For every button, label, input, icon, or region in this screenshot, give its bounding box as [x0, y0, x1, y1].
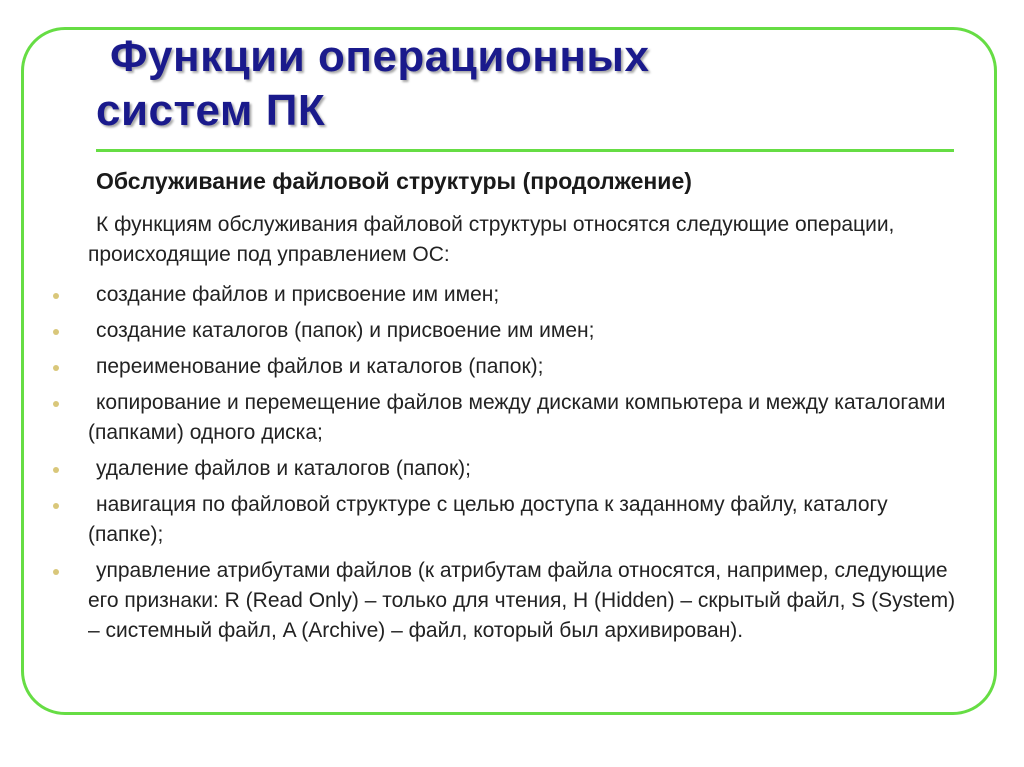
list-item — [0, 316, 968, 346]
list-item — [0, 556, 968, 646]
title-divider — [96, 149, 954, 152]
intro-paragraph — [88, 210, 968, 270]
bullet-icon — [53, 293, 59, 299]
bullet-icon — [53, 503, 59, 509]
slide-subtitle: Обслуживание файловой структуры (продолжение) — [96, 168, 692, 194]
slide-title — [96, 30, 649, 138]
bullet-icon — [53, 401, 59, 407]
intro-text: К функциям обслуживания файловой структуры относятся следующие операции, происходящие под управлением ОС: — [88, 213, 895, 266]
bullet-icon — [53, 569, 59, 575]
bullet-list — [0, 280, 1024, 652]
list-item — [0, 388, 968, 448]
list-item — [0, 352, 968, 382]
list-item — [0, 490, 968, 550]
list-item-text: удаление файлов и каталогов (папок); — [96, 457, 471, 480]
list-item-text: копирование и перемещение файлов между дисками компьютера и между каталогами (папками) одного диска; — [88, 391, 946, 444]
list-item-text: навигация по файловой структуре с целью доступа к заданному файлу, каталогу (папке); — [88, 493, 888, 546]
list-item — [0, 454, 968, 484]
list-item-text: управление атрибутами файлов (к атрибутам файла относятся, например, следующие его признаки: R (Read Only) – только для чтения, H (Hidden) – скрытый файл, S (System) – системный файл, A (Archive) – файл, который был архивирован). — [88, 559, 956, 642]
list-item-text: переименование файлов и каталогов (папок); — [96, 355, 544, 378]
list-item — [0, 280, 968, 310]
list-item-text: создание файлов и присвоение им имен; — [96, 283, 500, 306]
bullet-icon — [53, 365, 59, 371]
title-line-1: Функции операционных — [110, 32, 650, 81]
bullet-icon — [53, 329, 59, 335]
title-line-2: систем ПК — [96, 86, 326, 135]
list-item-text: создание каталогов (папок) и присвоение им имен; — [96, 319, 595, 342]
bullet-icon — [53, 467, 59, 473]
